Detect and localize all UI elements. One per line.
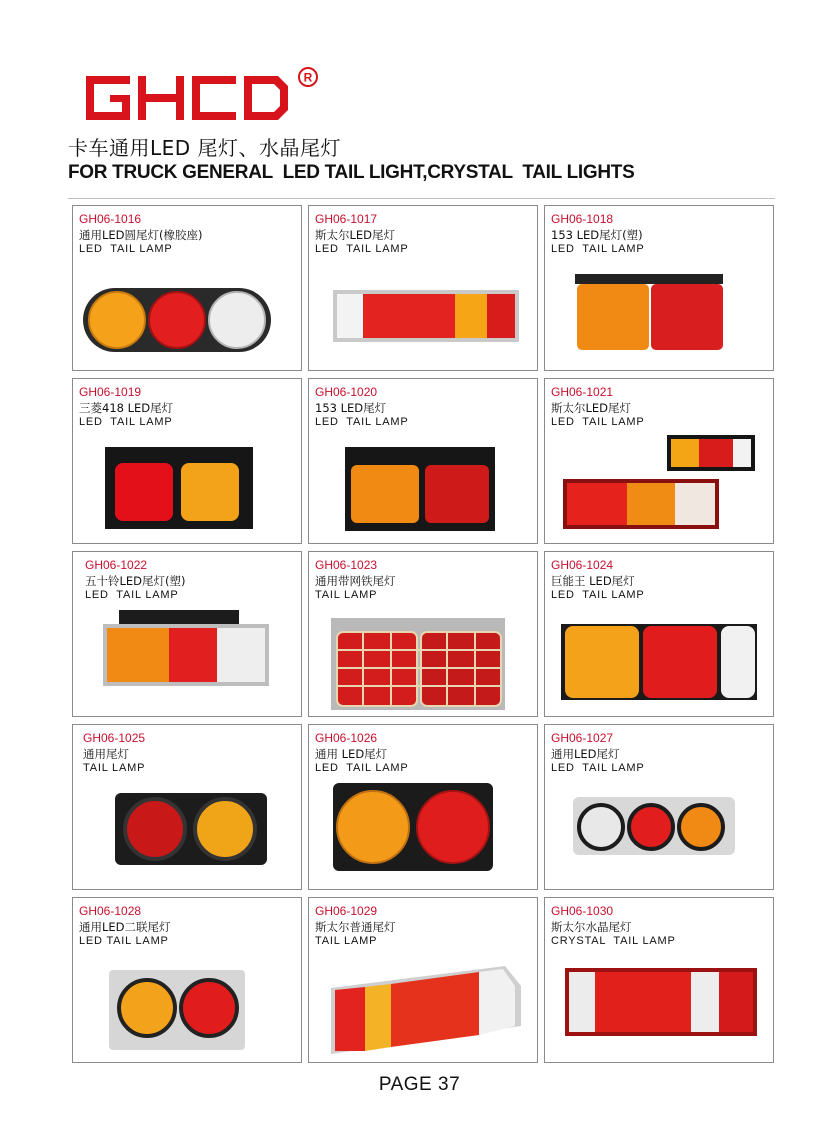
page-title-english: FOR TRUCK GENERAL LED TAIL LIGHT,CRYSTAL TAIL LIGHTS [68,162,635,183]
product-image [545,950,774,1062]
product-image [73,777,302,889]
product-card-gh06-1024 [544,551,774,717]
product-code: GH06-1020 [315,385,378,399]
product-card-gh06-1028 [72,897,302,1063]
product-code: GH06-1021 [551,385,614,399]
svg-text:R: R [303,70,313,85]
product-image [73,258,302,370]
product-name-en: LED TAIL LAMP [315,762,409,774]
product-image [309,604,538,716]
product-card-gh06-1025 [72,724,302,890]
product-name-en: LED TAIL LAMP [85,589,179,601]
product-name-en: TAIL LAMP [83,762,146,774]
product-image [545,777,774,889]
product-name-cn: 通用 LED尾灯 [315,747,388,761]
product-name-cn: 通用LED二联尾灯 [79,920,171,934]
product-code: GH06-1017 [315,212,378,226]
product-name-cn: 153 LED尾灯(塑) [551,228,643,242]
product-image [309,950,538,1062]
product-code: GH06-1026 [315,731,378,745]
product-image [73,950,302,1062]
product-name-cn: 通用LED圆尾灯(橡胶座) [79,228,203,242]
product-name-cn: 五十铃LED尾灯(塑) [85,574,186,588]
product-card-gh06-1027 [544,724,774,890]
product-image [73,604,302,716]
product-code: GH06-1018 [551,212,614,226]
product-image [73,431,302,543]
product-name-en: CRYSTAL TAIL LAMP [551,935,676,947]
product-name-en: LED TAIL LAMP [79,935,169,947]
product-name-en: TAIL LAMP [315,935,378,947]
product-code: GH06-1030 [551,904,614,918]
product-name-en: LED TAIL LAMP [551,416,645,428]
product-name-cn: 三菱418 LED尾灯 [79,401,174,415]
product-name-en: LED TAIL LAMP [79,416,173,428]
ghcd-logo [82,62,332,128]
product-card-gh06-1022 [72,551,302,717]
product-name-en: LED TAIL LAMP [315,243,409,255]
product-name-cn: 通用带网铁尾灯 [315,574,396,588]
product-name-cn: 153 LED尾灯 [315,401,387,415]
product-card-gh06-1023 [308,551,538,717]
product-card-gh06-1030 [544,897,774,1063]
product-code: GH06-1019 [79,385,142,399]
product-image [309,777,538,889]
page-title-chinese: 卡车通用LED 尾灯、水晶尾灯 [68,136,342,160]
product-image [309,431,538,543]
product-card-gh06-1016 [72,205,302,371]
product-image [545,431,774,543]
product-name-cn: 通用尾灯 [83,747,129,761]
product-code: GH06-1023 [315,558,378,572]
product-card-gh06-1021 [544,378,774,544]
product-name-cn: 斯太尔LED尾灯 [315,228,396,242]
product-image [545,258,774,370]
product-code: GH06-1028 [79,904,142,918]
product-name-en: LED TAIL LAMP [315,416,409,428]
product-code: GH06-1027 [551,731,614,745]
product-card-gh06-1026 [308,724,538,890]
product-name-cn: 斯太尔水晶尾灯 [551,920,632,934]
page-number: PAGE 37 [378,1074,461,1095]
product-name-en: LED TAIL LAMP [79,243,173,255]
product-name-cn: 通用LED尾灯 [551,747,620,761]
product-image [545,604,774,716]
product-grid [72,205,774,1067]
product-name-en: TAIL LAMP [315,589,378,601]
product-card-gh06-1029 [308,897,538,1063]
product-name-cn: 斯太尔普通尾灯 [315,920,396,934]
product-code: GH06-1025 [83,731,146,745]
product-image [309,258,538,370]
product-name-cn: 巨能王 LED尾灯 [551,574,635,588]
product-name-cn: 斯太尔LED尾灯 [551,401,632,415]
product-name-en: LED TAIL LAMP [551,243,645,255]
product-code: GH06-1024 [551,558,614,572]
product-code: GH06-1029 [315,904,378,918]
product-card-gh06-1019 [72,378,302,544]
product-code: GH06-1016 [79,212,142,226]
header-divider [68,198,775,199]
product-card-gh06-1017 [308,205,538,371]
product-name-en: LED TAIL LAMP [551,589,645,601]
product-card-gh06-1020 [308,378,538,544]
product-code: GH06-1022 [85,558,148,572]
product-card-gh06-1018 [544,205,774,371]
product-name-en: LED TAIL LAMP [551,762,645,774]
